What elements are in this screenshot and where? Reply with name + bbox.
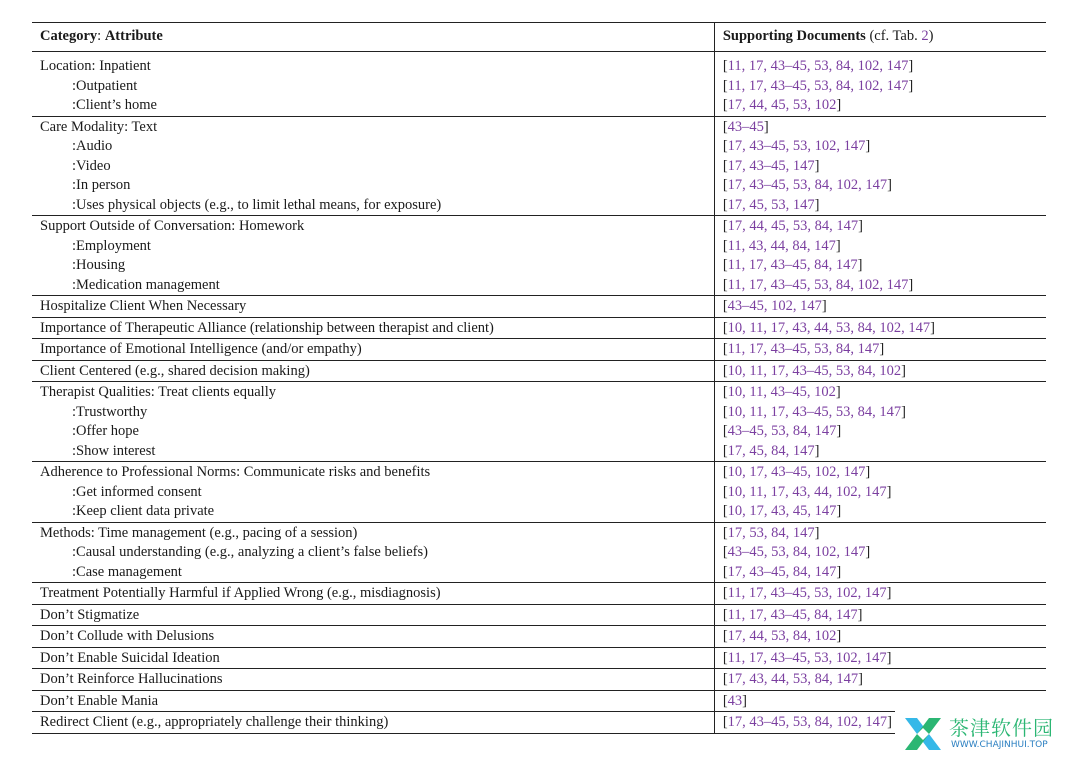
citation-links[interactable]: 17, 43, 44, 53, 84, 147 [727, 671, 859, 687]
table-row [32, 502, 1046, 522]
close-bracket: ] [858, 671, 863, 687]
attribute-label: :Trustworthy [72, 403, 148, 420]
watermark-logo-icon [901, 712, 945, 756]
header-attribute-label: Attribute [104, 28, 163, 45]
table-row [32, 237, 1046, 257]
table-row [32, 157, 1046, 177]
citation-links[interactable]: 43–45, 102, 147 [727, 298, 822, 314]
open-bracket: [ [722, 341, 728, 357]
attribute-label: :Housing [72, 257, 126, 273]
table-row [32, 176, 1046, 196]
citation-links[interactable]: 10, 11, 17, 43, 44, 102, 147 [727, 483, 887, 500]
category-label: Don’t Enable Suicidal Ideation [32, 647, 714, 669]
close-bracket: ] [865, 464, 871, 480]
citation-links[interactable]: 43–45 [727, 118, 764, 135]
table-row [32, 422, 1046, 442]
supporting-documents-cell [714, 604, 1046, 626]
close-bracket: ] [742, 692, 747, 709]
citation-links[interactable]: 43–45, 53, 84, 102, 147 [727, 544, 866, 560]
supporting-documents-cell [714, 196, 1046, 216]
category-label: Don’t Reinforce Hallucinations [32, 669, 714, 691]
attribute-label: :Keep client data private [72, 503, 215, 519]
table-row [32, 137, 1046, 157]
citation-links[interactable]: 11, 17, 43–45, 84, 147 [727, 606, 858, 623]
open-bracket: [ [722, 362, 728, 379]
close-bracket: ] [908, 58, 914, 74]
close-bracket: ] [886, 585, 892, 601]
citation-links[interactable]: 17, 44, 45, 53, 102 [727, 97, 837, 113]
table-row [32, 669, 1046, 691]
citation-links[interactable]: 17, 43–45, 147 [727, 157, 815, 174]
citation-links[interactable]: 10, 11, 17, 43, 44, 53, 84, 102, 147 [727, 319, 931, 336]
close-bracket: ] [814, 196, 820, 213]
attribute-label: :Client’s home [72, 97, 157, 113]
close-bracket: ] [836, 563, 842, 580]
open-bracket: [ [722, 544, 728, 560]
header-colon: : [97, 28, 105, 45]
close-bracket: ] [821, 298, 827, 314]
table-row [32, 196, 1046, 216]
open-bracket: [ [722, 628, 728, 644]
table-row [32, 647, 1046, 669]
table-row [32, 626, 1046, 648]
table-row [32, 690, 1046, 712]
close-bracket: ] [814, 524, 820, 541]
supporting-documents-cell [714, 216, 1046, 237]
table-row [32, 296, 1046, 318]
supporting-documents-cell [714, 583, 1046, 605]
attribute-label: :Offer hope [72, 423, 139, 439]
attribute-label: :Uses physical objects (e.g., to limit lethal means, for exposure) [72, 196, 442, 213]
attribute-label: :Employment [72, 237, 151, 254]
supporting-documents-cell [714, 462, 1046, 483]
supporting-documents-cell [714, 339, 1046, 361]
citation-links[interactable]: 17, 43–45, 53, 102, 147 [727, 138, 866, 154]
supporting-documents-cell [714, 176, 1046, 196]
table-row [32, 583, 1046, 605]
supporting-documents-cell [714, 137, 1046, 157]
close-bracket: ] [814, 157, 820, 174]
supporting-documents-cell [714, 237, 1046, 257]
table-row [32, 442, 1046, 462]
table-row [32, 522, 1046, 543]
open-bracket: [ [722, 606, 728, 623]
open-bracket: [ [722, 442, 728, 459]
attribute-label: :Get informed consent [72, 483, 202, 500]
open-bracket: [ [722, 138, 728, 154]
attribute-label: :Audio [72, 138, 113, 154]
table-row [32, 563, 1046, 583]
category-label: Don’t Collude with Delusions [32, 626, 714, 648]
supporting-documents-cell [714, 360, 1046, 382]
attribute-label: :Outpatient [72, 77, 138, 94]
close-bracket: ] [835, 384, 841, 400]
table-row [32, 360, 1046, 382]
category-label: Methods: Time management (e.g., pacing of a session) [32, 522, 714, 543]
open-bracket: [ [722, 276, 728, 293]
citation-links[interactable]: 11, 17, 43–45, 53, 84, 102, 147 [727, 77, 909, 94]
citation-links[interactable]: 17, 53, 84, 147 [727, 524, 815, 541]
category-label: Importance of Emotional Intelligence (and/or empathy) [32, 339, 714, 361]
table-row [32, 382, 1046, 403]
open-bracket: [ [722, 237, 728, 254]
citation-links[interactable]: 11, 17, 43–45, 53, 84, 102, 147 [727, 276, 909, 293]
close-bracket: ] [865, 544, 871, 560]
header-supporting-label: Supporting Documents [722, 28, 866, 45]
open-bracket: [ [722, 403, 728, 420]
supporting-documents-cell [714, 483, 1046, 503]
close-bracket: ] [886, 649, 892, 666]
category-label: Therapist Qualities: Treat clients equally [32, 382, 714, 403]
citation-links[interactable]: 17, 44, 45, 53, 84, 147 [727, 218, 859, 234]
attribute-table [32, 22, 1046, 734]
table-row [32, 543, 1046, 563]
watermark [895, 708, 1080, 760]
supporting-documents-cell [714, 276, 1046, 296]
open-bracket: [ [722, 483, 728, 500]
close-bracket: ] [886, 483, 892, 500]
citation-links[interactable]: 10, 17, 43–45, 102, 147 [727, 464, 866, 480]
citation-links[interactable]: 17, 45, 53, 147 [727, 196, 815, 213]
watermark-url: WWW.CHAJINHUI.TOP [951, 740, 1048, 750]
category-label: Support Outside of Conversation: Homework [32, 216, 714, 237]
header-supporting-documents [714, 23, 1046, 52]
table-row [32, 276, 1046, 296]
close-bracket: ] [908, 77, 914, 94]
table-body [32, 52, 1046, 734]
open-bracket: [ [722, 118, 728, 135]
citation-links[interactable]: 11, 17, 43–45, 53, 84, 102, 147 [727, 58, 909, 74]
close-bracket: ] [814, 442, 820, 459]
close-bracket: ] [901, 362, 906, 379]
citation-links[interactable]: 11, 17, 43–45, 84, 147 [727, 257, 858, 273]
open-bracket: [ [722, 423, 728, 439]
close-bracket: ] [836, 423, 842, 439]
supporting-documents-cell [714, 317, 1046, 339]
close-bracket: ] [858, 218, 863, 234]
citation-links[interactable]: 10, 17, 43, 45, 147 [727, 503, 837, 519]
close-bracket: ] [930, 319, 935, 336]
category-label: Location: Inpatient [40, 58, 151, 74]
citation-links[interactable]: 43 [727, 692, 743, 709]
supporting-documents-cell [714, 296, 1046, 318]
table-row [32, 77, 1046, 97]
open-bracket: [ [722, 257, 728, 273]
supporting-documents-cell [714, 96, 1046, 116]
close-bracket: ] [865, 138, 871, 154]
open-bracket: [ [722, 649, 728, 666]
attribute-label: :Video [72, 157, 111, 174]
supporting-documents-cell [714, 382, 1046, 403]
supporting-documents-cell [714, 422, 1046, 442]
open-bracket: [ [722, 524, 728, 541]
citation-links[interactable]: 10, 11, 43–45, 102 [727, 384, 836, 400]
close-bracket: ] [836, 503, 842, 519]
close-bracket: ] [887, 714, 892, 730]
citation-links[interactable]: 43–45, 53, 84, 147 [727, 423, 837, 439]
supporting-documents-cell [714, 403, 1046, 423]
open-bracket: [ [722, 585, 728, 601]
open-bracket: [ [722, 503, 728, 519]
supporting-documents-cell [714, 502, 1046, 522]
supporting-documents-cell [714, 626, 1046, 648]
header-category-attribute [32, 23, 714, 52]
close-bracket: ] [763, 118, 769, 135]
category-label: Don’t Stigmatize [32, 604, 714, 626]
open-bracket: [ [722, 177, 728, 193]
close-bracket: ] [879, 341, 885, 357]
open-bracket: [ [722, 218, 728, 234]
table-row [32, 317, 1046, 339]
close-bracket: ] [836, 628, 842, 644]
category-label: Care Modality: Text [32, 116, 714, 137]
close-bracket: ] [857, 257, 863, 273]
supporting-documents-cell [714, 116, 1046, 137]
table-row [32, 462, 1046, 483]
table-row [32, 604, 1046, 626]
table-header-row [32, 23, 1046, 52]
table-row [32, 483, 1046, 503]
table-row [32, 403, 1046, 423]
header-table-ref-link[interactable]: 2 [921, 28, 929, 45]
table-row [32, 52, 1046, 77]
category-label: Client Centered (e.g., shared decision making) [32, 360, 714, 382]
citation-links[interactable]: 11, 43, 44, 84, 147 [727, 237, 836, 254]
category-label: Importance of Therapeutic Alliance (relationship between therapist and client) [32, 317, 714, 339]
open-bracket: [ [722, 157, 728, 174]
attribute-label: :Causal understanding (e.g., analyzing a client’s false beliefs) [72, 544, 428, 560]
citation-links[interactable]: 11, 17, 43–45, 53, 84, 147 [727, 341, 880, 357]
supporting-documents-cell [714, 647, 1046, 669]
supporting-documents-cell [714, 563, 1046, 583]
supporting-documents-cell [714, 543, 1046, 563]
citation-links[interactable]: 10, 11, 17, 43–45, 53, 84, 147 [727, 403, 902, 420]
open-bracket: [ [722, 384, 728, 400]
open-bracket: [ [722, 692, 728, 709]
citation-links[interactable]: 11, 17, 43–45, 53, 102, 147 [727, 649, 887, 666]
header-category-label: Category [40, 28, 98, 45]
close-bracket: ] [857, 606, 863, 623]
close-bracket: ] [901, 403, 906, 420]
citation-links[interactable]: 11, 17, 43–45, 53, 102, 147 [727, 585, 887, 601]
supporting-documents-cell [714, 442, 1046, 462]
citation-links[interactable]: 17, 43–45, 53, 84, 102, 147 [727, 177, 888, 193]
supporting-documents-cell [714, 669, 1046, 691]
attribute-label: :Medication management [72, 276, 220, 293]
category-label: Adherence to Professional Norms: Communicate risks and benefits [32, 462, 714, 483]
watermark-name: 茶津软件园 [949, 716, 1054, 740]
supporting-documents-cell [714, 256, 1046, 276]
supporting-documents-cell [714, 157, 1046, 177]
attribute-label: :In person [72, 177, 131, 193]
category-label: Redirect Client (e.g., appropriately challenge their thinking) [32, 712, 714, 734]
citation-links[interactable]: 17, 43–45, 84, 147 [727, 563, 837, 580]
table-row [32, 712, 1046, 734]
table-row [32, 96, 1046, 116]
category-label: Hospitalize Client When Necessary [32, 296, 714, 318]
table-row [32, 116, 1046, 137]
open-bracket: [ [722, 319, 728, 336]
open-bracket: [ [722, 77, 728, 94]
open-bracket: [ [722, 714, 728, 730]
supporting-documents-cell [714, 522, 1046, 543]
close-bracket: ] [836, 97, 842, 113]
citation-links[interactable]: 17, 43–45, 53, 84, 102, 147 [727, 714, 888, 730]
category-label: Treatment Potentially Harmful if Applied Wrong (e.g., misdiagnosis) [32, 583, 714, 605]
open-bracket: [ [722, 97, 728, 113]
open-bracket: [ [722, 298, 728, 314]
category-label: Don’t Enable Mania [32, 690, 714, 712]
open-bracket: [ [722, 563, 728, 580]
citation-links[interactable]: 17, 45, 84, 147 [727, 442, 815, 459]
supporting-documents-cell [714, 52, 1046, 77]
header-close-paren: ) [928, 28, 934, 45]
citation-links[interactable]: 17, 44, 53, 84, 102 [727, 628, 837, 644]
table-row [32, 216, 1046, 237]
citation-links[interactable]: 10, 11, 17, 43–45, 53, 84, 102 [727, 362, 902, 379]
table-row [32, 339, 1046, 361]
supporting-documents-cell [714, 77, 1046, 97]
attribute-label: :Show interest [72, 442, 156, 459]
open-bracket: [ [722, 58, 728, 74]
open-bracket: [ [722, 196, 728, 213]
header-cf-text: (cf. Tab. [865, 28, 922, 45]
close-bracket: ] [908, 276, 914, 293]
close-bracket: ] [835, 237, 841, 254]
table-row [32, 256, 1046, 276]
open-bracket: [ [722, 671, 728, 687]
open-bracket: [ [722, 464, 728, 480]
attribute-label: :Case management [72, 563, 182, 580]
close-bracket: ] [887, 177, 892, 193]
